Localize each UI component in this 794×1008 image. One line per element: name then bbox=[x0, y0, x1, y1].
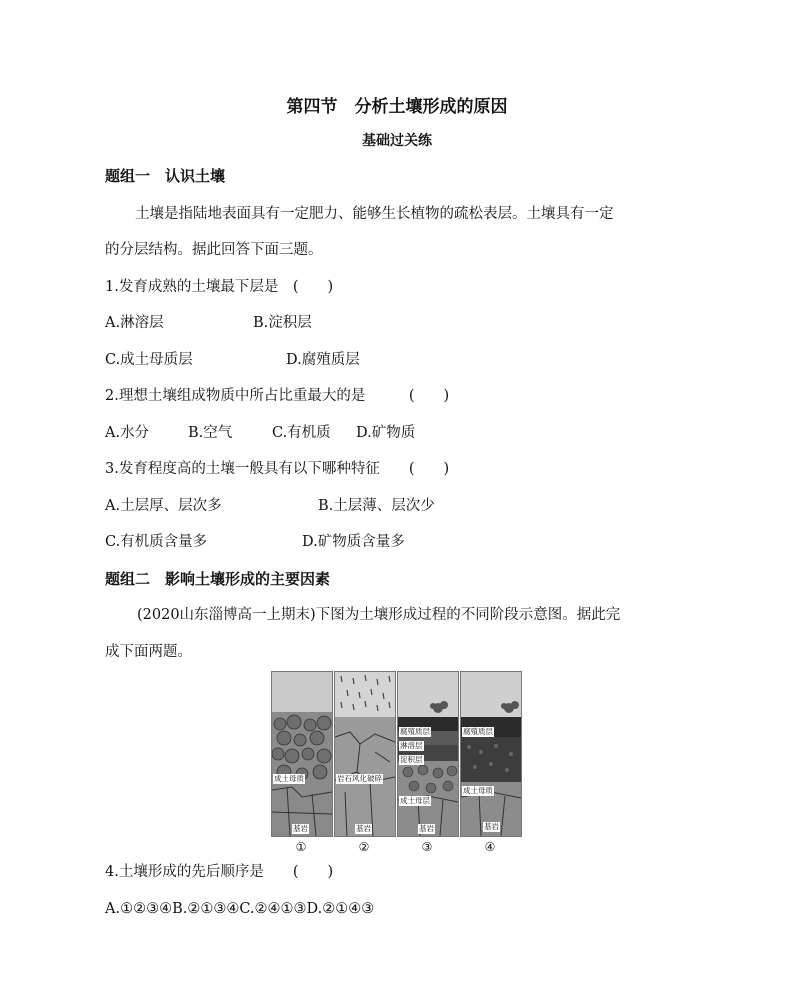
q1-option-a: A.淋溶层 bbox=[105, 315, 164, 331]
group1-heading: 题组一 认识土壤 bbox=[105, 167, 226, 185]
q4-stem: 4.土壤形成的先后顺序是 ( ) bbox=[105, 864, 334, 880]
panel-4-humus-label: 腐殖质层 bbox=[463, 727, 493, 736]
q3-option-d: D.矿物质含量多 bbox=[302, 534, 405, 550]
panel-2-bedrock-label: 基岩 bbox=[356, 824, 371, 833]
panel-4 bbox=[460, 671, 522, 837]
group1-intro-line2: 的分层结构。据此回答下面三题。 bbox=[105, 242, 323, 258]
panel-2-number: ② bbox=[358, 840, 370, 854]
panel-3-number: ③ bbox=[421, 840, 433, 854]
panel-4-illustration bbox=[461, 672, 521, 836]
panel-4-number: ④ bbox=[484, 840, 496, 854]
group1-intro-line1: 土壤是指陆地表面具有一定肥力、能够生长植物的疏松表层。土壤具有一定 bbox=[135, 206, 614, 222]
q3-option-b: B.土层薄、层次少 bbox=[318, 498, 435, 514]
q1-option-b: B.淀积层 bbox=[253, 315, 312, 331]
panel-1-illustration bbox=[272, 672, 332, 836]
q3-stem: 3.发育程度高的土壤一般具有以下哪种特征 ( ) bbox=[105, 461, 450, 477]
section-title: 第四节 分析土壤形成的原因 bbox=[286, 97, 508, 117]
group2-intro-line1: (2020山东淄博高一上期末)下图为土壤形成过程的不同阶段示意图。据此完 bbox=[137, 607, 621, 623]
q2-stem: 2.理想土壤组成物质中所占比重最大的是 ( ) bbox=[105, 388, 450, 404]
q3-option-c: C.有机质含量多 bbox=[105, 534, 208, 550]
panel-1-bedrock-label: 基岩 bbox=[293, 824, 308, 833]
panel-2-weathered-label: 岩石风化破碎 bbox=[337, 774, 382, 783]
subtitle: 基础过关练 bbox=[362, 133, 432, 149]
panel-1-parent-label: 成土母质 bbox=[274, 774, 304, 783]
q1-stem: 1.发育成熟的土壤最下层是 ( ) bbox=[105, 279, 334, 295]
q4-options: A.①②③④B.②①③④C.②④①③D.②①④③ bbox=[105, 901, 375, 917]
q3-option-a: A.土层厚、层次多 bbox=[105, 498, 222, 514]
panel-3-bedrock-label: 基岩 bbox=[419, 824, 434, 833]
q1-option-d: D.腐殖质层 bbox=[286, 352, 360, 368]
panel-2 bbox=[334, 671, 396, 837]
q2-option-b: B.空气 bbox=[188, 425, 233, 441]
q2-option-c: C.有机质 bbox=[272, 425, 331, 441]
panel-3-illuvial-label: 淀积层 bbox=[400, 755, 423, 764]
panel-1 bbox=[271, 671, 333, 837]
q2-option-a: A.水分 bbox=[105, 425, 150, 441]
group2-heading: 题组二 影响土壤形成的主要因素 bbox=[105, 570, 331, 588]
q2-option-d: D.矿物质 bbox=[356, 425, 416, 441]
panel-1-number: ① bbox=[295, 840, 307, 854]
panel-3 bbox=[397, 671, 459, 837]
panel-3-illustration bbox=[398, 672, 458, 836]
panel-4-parent-label: 成土母质 bbox=[463, 786, 493, 795]
panel-2-illustration bbox=[335, 672, 395, 836]
panel-3-eluvial-label: 淋溶层 bbox=[400, 741, 423, 750]
group2-intro-line2: 成下面两题。 bbox=[105, 644, 192, 660]
q1-option-c: C.成土母质层 bbox=[105, 352, 193, 368]
panel-3-humus-label: 腐殖质层 bbox=[400, 727, 430, 736]
panel-4-bedrock-label: 基岩 bbox=[484, 822, 499, 831]
panel-3-parent-label: 成土母层 bbox=[400, 796, 430, 805]
